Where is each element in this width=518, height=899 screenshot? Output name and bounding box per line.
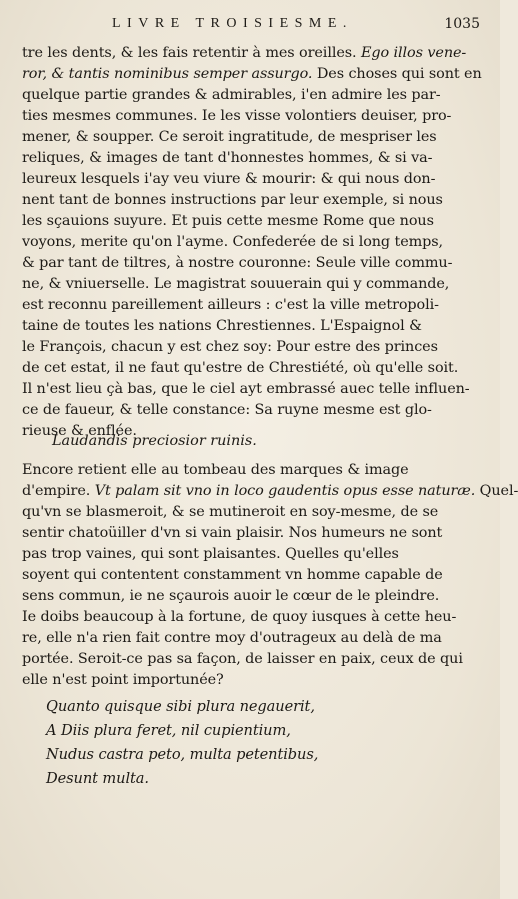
verse-line: A Diis plura feret, nil cupientium, xyxy=(46,722,291,739)
text-run: & par tant de tiltres, à nostre couronne: Seule ville commu- xyxy=(22,255,453,271)
text-run: pas trop vaines, qui sont plaisantes. Quelles qu'elles xyxy=(22,546,399,562)
text-line xyxy=(22,565,479,586)
text-line xyxy=(22,379,479,400)
text-run: Il n'est lieu çà bas, que le ciel ayt embrassé auec telle influen- xyxy=(22,381,470,397)
text-run: tre les dents, & les fais retentir à mes oreilles. xyxy=(22,45,361,61)
text-run: ne, & vniuerselle. Le magistrat souuerain qui y commande, xyxy=(22,276,450,292)
text-line xyxy=(22,106,479,127)
text-run: voyons, merite qu'on l'ayme. Confederée de si long temps, xyxy=(22,234,444,250)
text-line xyxy=(22,190,479,211)
page-header xyxy=(72,16,480,38)
text-line xyxy=(22,316,479,337)
text-run: les sçauions suyure. Et puis cette mesme Rome que nous xyxy=(22,213,434,229)
text-run: est reconnu pareillement ailleurs : c'est la ville metropoli- xyxy=(22,297,439,313)
text-run: elle n'est point importunée? xyxy=(22,672,224,688)
latin-motto: Laudandis preciosior ruinis. xyxy=(52,433,257,449)
text-run: mener, & soupper. Ce seroit ingratitude, de mespriser les xyxy=(22,129,437,145)
text-line xyxy=(22,670,479,691)
text-run: re, elle n'a rien fait contre moy d'outrageux au delà de ma xyxy=(22,630,442,646)
latin-quotation: ror, & tantis nominibus semper assurgo. xyxy=(22,66,313,82)
text-line xyxy=(22,586,479,607)
text-run: Encore retient elle au tombeau des marques & image xyxy=(22,462,409,478)
text-run: sentir chatoüiller d'vn si vain plaisir. Nos humeurs ne sont xyxy=(22,525,443,541)
text-run: ties mesmes communes. Ie les visse volontiers deuiser, pro- xyxy=(22,108,452,124)
text-line xyxy=(22,460,479,481)
text-line xyxy=(22,607,479,628)
text-run: qu'vn se blasmeroit, & se mutineroit en soy-mesme, de se xyxy=(22,504,439,520)
body-text-block-2 xyxy=(22,460,518,691)
latin-quotation: Vt palam sit vno in loco gaudentis opus esse naturæ. xyxy=(94,483,476,499)
text-run: le François, chacun y est chez soy: Pour estre des princes xyxy=(22,339,438,355)
text-run: rieuse & enflée. xyxy=(22,423,137,439)
text-line xyxy=(22,295,479,316)
text-line xyxy=(22,337,479,358)
text-line xyxy=(22,358,479,379)
text-line xyxy=(22,232,479,253)
text-run: Des choses qui sont en xyxy=(312,66,482,82)
text-run: Ie doibs beaucoup à la fortune, de quoy iusques à cette heu- xyxy=(22,609,457,625)
verse-line: Desunt multa. xyxy=(46,770,149,787)
text-run: soyent qui contentent constamment vn homme capable de xyxy=(22,567,443,583)
text-line xyxy=(22,127,479,148)
text-run: nent tant de bonnes instructions par leur exemple, si nous xyxy=(22,192,443,208)
text-line xyxy=(22,85,479,106)
latin-verse xyxy=(46,695,318,791)
text-run: taine de toutes les nations Chrestiennes. L'Espaignol & xyxy=(22,318,422,334)
text-run: d'empire. xyxy=(22,483,95,499)
text-run: leureux lesquels i'ay veu viure & mourir: & qui nous don- xyxy=(22,171,436,187)
latin-quotation: Ego illos vene- xyxy=(360,45,467,61)
text-line xyxy=(22,43,479,64)
text-line xyxy=(22,544,479,565)
body-text-block-1 xyxy=(22,43,482,442)
text-run: ce de faueur, & telle constance: Sa ruyne mesme est glo- xyxy=(22,402,432,418)
text-line xyxy=(22,628,479,649)
text-run: quelque partie grandes & admirables, i'en admire les par- xyxy=(22,87,441,103)
text-line xyxy=(22,253,479,274)
text-line xyxy=(22,481,518,502)
text-line xyxy=(22,211,479,232)
verse-line: Nudus castra peto, multa petentibus, xyxy=(46,746,319,763)
page-number: 1035 xyxy=(444,16,480,32)
text-line xyxy=(22,274,479,295)
text-line xyxy=(22,502,479,523)
text-run: Quel- xyxy=(475,483,518,499)
running-head: LIVRE TROISIESME. xyxy=(112,16,353,31)
verse-line: Quanto quisque sibi plura negauerit, xyxy=(46,698,315,715)
text-line xyxy=(22,400,479,421)
text-run: reliques, & images de tant d'honnestes hommes, & si va- xyxy=(22,150,433,166)
text-line xyxy=(22,148,479,169)
text-run: de cet estat, il ne faut qu'estre de Chrestiété, où qu'elle soit. xyxy=(22,360,459,376)
text-line xyxy=(22,523,479,544)
text-line xyxy=(22,169,479,190)
text-line xyxy=(22,64,482,85)
text-line xyxy=(22,649,479,670)
text-run: portée. Seroit-ce pas sa façon, de laisser en paix, ceux de qui xyxy=(22,651,463,667)
text-run: sens commun, ie ne sçaurois auoir le cœur de le pleindre. xyxy=(22,588,440,604)
